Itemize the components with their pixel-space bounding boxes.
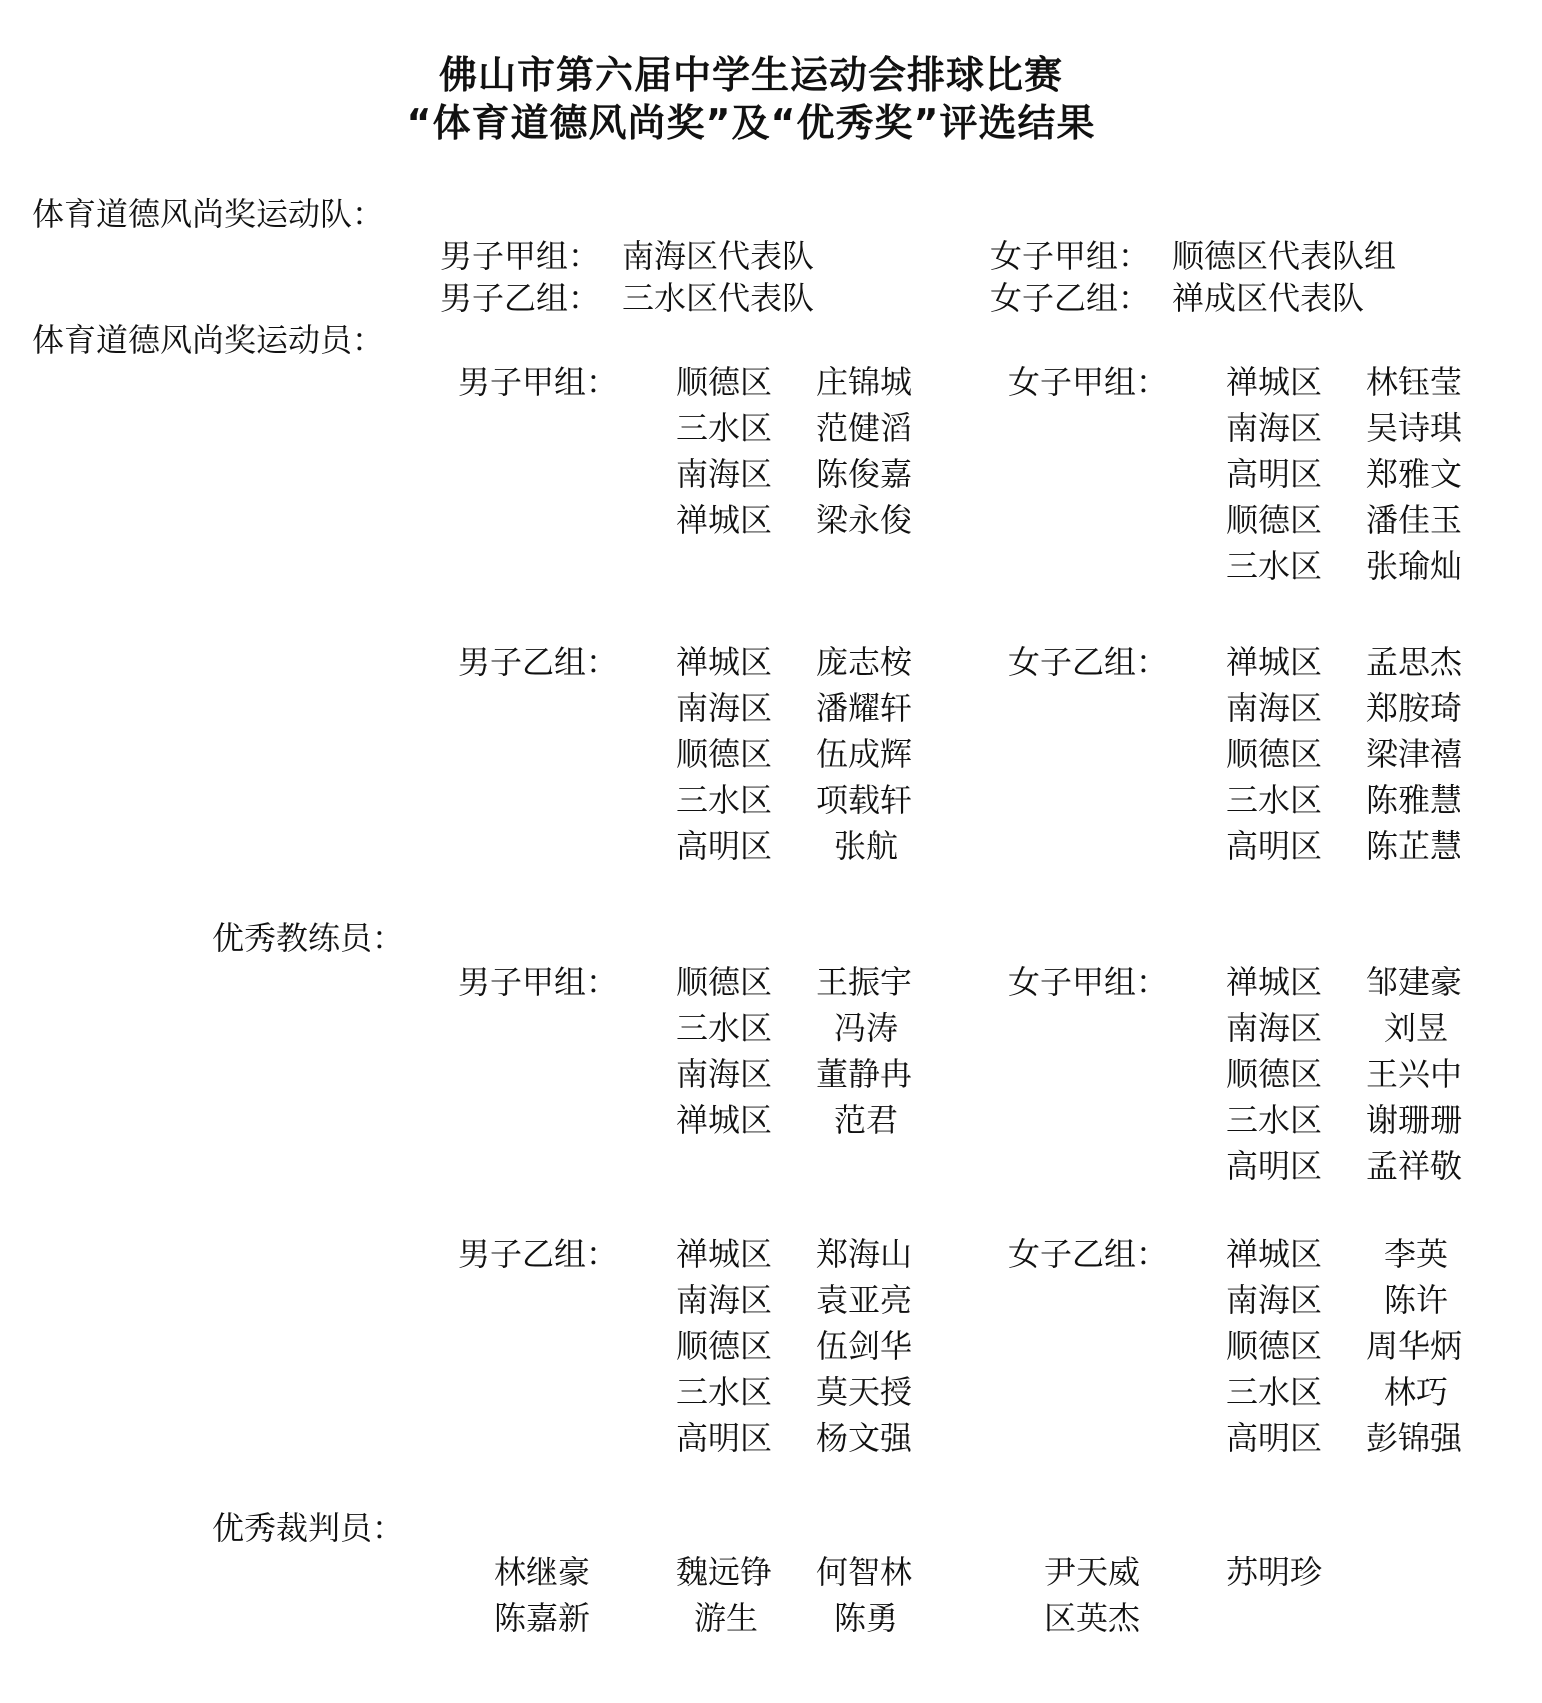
referee-name: 陈勇	[834, 1599, 899, 1637]
team-group-label: 男子甲组：	[440, 237, 601, 275]
team-name: 顺德区代表队组	[1172, 237, 1397, 275]
team-group-label: 女子乙组：	[990, 279, 1151, 317]
section-heading-referees: 优秀裁判员：	[212, 1509, 405, 1547]
person-name: 伍成辉	[816, 735, 913, 773]
person-name: 陈芷慧	[1366, 827, 1463, 865]
district: 三水区	[676, 409, 773, 447]
district: 南海区	[676, 689, 773, 727]
person-name: 郑胺琦	[1366, 689, 1463, 727]
person-name: 范君	[834, 1101, 899, 1139]
person-name: 庞志桉	[816, 643, 913, 681]
district: 顺德区	[1226, 1327, 1323, 1365]
district: 高明区	[1226, 827, 1323, 865]
group-label: 女子甲组：	[1008, 363, 1169, 401]
referee-name: 何智林	[816, 1553, 913, 1591]
group-label: 女子乙组：	[1008, 643, 1169, 681]
district: 顺德区	[676, 363, 773, 401]
group-label: 女子甲组：	[1008, 963, 1169, 1001]
district: 禅城区	[676, 501, 773, 539]
person-name: 孟思杰	[1366, 643, 1463, 681]
district: 南海区	[1226, 1281, 1323, 1319]
person-name: 王兴中	[1366, 1055, 1463, 1093]
person-name: 彭锦强	[1366, 1419, 1463, 1457]
group-label: 男子甲组：	[458, 363, 619, 401]
section-heading-coaches: 优秀教练员：	[212, 919, 405, 957]
district: 高明区	[1226, 1147, 1323, 1185]
section-heading-sportsmanship-teams: 体育道德风尚奖运动队：	[32, 195, 385, 233]
group-label: 男子甲组：	[458, 963, 619, 1001]
person-name: 陈雅慧	[1366, 781, 1463, 819]
person-name: 刘昱	[1384, 1009, 1449, 1047]
person-name: 孟祥敬	[1366, 1147, 1463, 1185]
person-name: 吴诗琪	[1366, 409, 1463, 447]
person-name: 林钰莹	[1366, 363, 1463, 401]
district: 三水区	[676, 781, 773, 819]
district: 顺德区	[1226, 735, 1323, 773]
district: 南海区	[676, 1281, 773, 1319]
district: 禅城区	[1226, 1235, 1323, 1273]
person-name: 陈许	[1384, 1281, 1449, 1319]
referee-name: 尹天威	[1044, 1553, 1141, 1591]
district: 禅城区	[1226, 963, 1323, 1001]
referee-name: 陈嘉新	[494, 1599, 591, 1637]
referee-name: 游生	[694, 1599, 759, 1637]
district: 顺德区	[676, 735, 773, 773]
team-name: 三水区代表队	[622, 279, 815, 317]
person-name: 伍剑华	[816, 1327, 913, 1365]
person-name: 庄锦城	[816, 363, 913, 401]
team-group-label: 男子乙组：	[440, 279, 601, 317]
district: 顺德区	[676, 1327, 773, 1365]
district: 南海区	[676, 455, 773, 493]
district: 高明区	[1226, 1419, 1323, 1457]
district: 三水区	[676, 1373, 773, 1411]
person-name: 张航	[834, 827, 899, 865]
group-label: 女子乙组：	[1008, 1235, 1169, 1273]
person-name: 郑雅文	[1366, 455, 1463, 493]
person-name: 梁津禧	[1366, 735, 1463, 773]
person-name: 邹建豪	[1366, 963, 1463, 1001]
district: 禅城区	[1226, 363, 1323, 401]
team-name: 南海区代表队	[622, 237, 815, 275]
person-name: 冯涛	[834, 1009, 899, 1047]
group-label: 男子乙组：	[458, 643, 619, 681]
person-name: 林巧	[1384, 1373, 1449, 1411]
person-name: 李英	[1384, 1235, 1449, 1273]
person-name: 梁永俊	[816, 501, 913, 539]
person-name: 莫天授	[816, 1373, 913, 1411]
district: 南海区	[1226, 689, 1323, 727]
district: 三水区	[1226, 547, 1323, 585]
referee-name: 苏明珍	[1226, 1553, 1323, 1591]
team-group-label: 女子甲组：	[990, 237, 1151, 275]
referee-name: 区英杰	[1044, 1599, 1141, 1637]
district: 三水区	[1226, 1373, 1323, 1411]
section-heading-sportsmanship-athletes: 体育道德风尚奖运动员：	[32, 321, 385, 359]
referee-name: 林继豪	[494, 1553, 591, 1591]
district: 顺德区	[1226, 501, 1323, 539]
district: 三水区	[676, 1009, 773, 1047]
district: 顺德区	[1226, 1055, 1323, 1093]
person-name: 陈俊嘉	[816, 455, 913, 493]
district: 禅城区	[676, 643, 773, 681]
person-name: 郑海山	[816, 1235, 913, 1273]
district: 三水区	[1226, 781, 1323, 819]
document-title-line1: 佛山市第六届中学生运动会排球比赛	[438, 53, 1063, 97]
district: 高明区	[676, 1419, 773, 1457]
person-name: 董静冉	[816, 1055, 913, 1093]
person-name: 王振宇	[816, 963, 913, 1001]
document-title-line2: “体育道德风尚奖”及“优秀奖”评选结果	[406, 101, 1096, 145]
person-name: 周华炳	[1366, 1327, 1463, 1365]
person-name: 范健滔	[816, 409, 913, 447]
team-name: 禅成区代表队	[1172, 279, 1365, 317]
district: 三水区	[1226, 1101, 1323, 1139]
district: 南海区	[1226, 409, 1323, 447]
district: 高明区	[676, 827, 773, 865]
person-name: 张瑜灿	[1366, 547, 1463, 585]
district: 南海区	[676, 1055, 773, 1093]
group-label: 男子乙组：	[458, 1235, 619, 1273]
person-name: 潘佳玉	[1366, 501, 1463, 539]
district: 南海区	[1226, 1009, 1323, 1047]
district: 禅城区	[676, 1101, 773, 1139]
person-name: 潘耀轩	[816, 689, 913, 727]
referee-name: 魏远铮	[676, 1553, 773, 1591]
person-name: 杨文强	[816, 1419, 913, 1457]
district: 禅城区	[676, 1235, 773, 1273]
person-name: 谢珊珊	[1366, 1101, 1463, 1139]
person-name: 项载轩	[816, 781, 913, 819]
district: 禅城区	[1226, 643, 1323, 681]
district: 顺德区	[676, 963, 773, 1001]
district: 高明区	[1226, 455, 1323, 493]
person-name: 袁亚亮	[816, 1281, 913, 1319]
